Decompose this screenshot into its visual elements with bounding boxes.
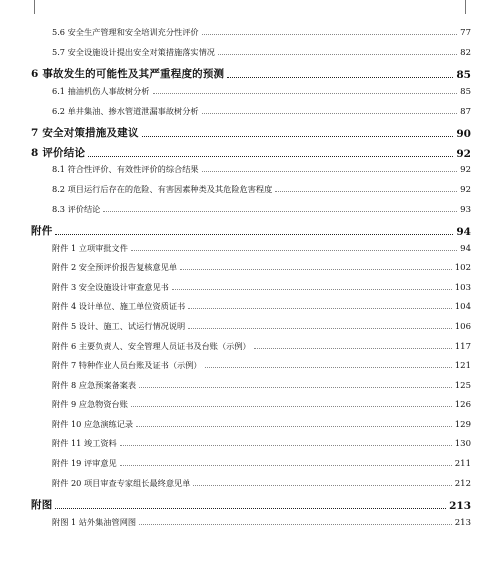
toc-entry-title: 7 安全对策措施及建议 [31,127,139,139]
dot-leader [218,54,457,55]
toc-page-number: 103 [454,283,471,293]
toc-page-number: 117 [454,342,471,352]
toc-page-number: 106 [454,322,471,332]
toc-heading-entry[interactable] [31,145,471,160]
toc-entry-title: 附件 5 设计、施工、试运行情况说明 [52,321,186,331]
toc-heading-entry[interactable] [31,497,471,512]
toc-entry[interactable] [31,47,471,58]
toc-page-number: 104 [454,302,471,312]
toc-entry-title: 附件 11 竣工资料 [52,438,117,448]
toc-entry[interactable] [31,360,471,371]
toc-page-number: 213 [454,518,471,528]
toc-entry[interactable] [31,282,471,293]
dot-leader [275,191,457,192]
toc-entry-title: 附件 1 立项审批文件 [52,243,128,253]
dot-leader [227,77,453,78]
dot-leader [188,328,452,329]
toc-page-number: 90 [456,128,471,140]
dot-leader [88,156,453,157]
toc-entry-title: 5.6 安全生产管理和安全培训充分性评价 [52,27,199,37]
toc-entry-title: 附件 4 设计单位、施工单位资质证书 [52,301,186,311]
toc-heading-entry[interactable] [31,223,471,238]
toc-page-number: 212 [454,479,471,489]
toc-heading-entry[interactable] [31,125,471,140]
toc-entry[interactable] [31,517,471,528]
dot-leader [131,406,452,407]
toc-entry[interactable] [31,243,471,254]
toc-page-number: 94 [456,226,471,238]
toc-page-number: 126 [454,400,471,410]
dot-leader [172,289,452,290]
toc-entry-title: 附件 19 评审意见 [52,458,117,468]
toc-entry[interactable] [31,184,471,195]
dot-leader [103,211,457,212]
toc-page-number: 92 [456,148,471,160]
toc-heading-entry[interactable] [31,66,471,81]
toc-page-number: 93 [460,205,471,215]
toc-entry[interactable] [31,262,471,273]
toc-page-number: 129 [454,420,471,430]
toc-page-number: 121 [454,361,471,371]
toc-entry-title: 8.3 评价结论 [52,204,101,214]
toc-page-number: 92 [460,185,471,195]
toc-entry-title: 附件 6 主要负责人、安全管理人员证书及台账（示例） [52,341,251,351]
dot-leader [202,34,458,35]
toc-entry[interactable] [31,321,471,332]
toc-entry-title: 附件 7 特种作业人员台账及证书（示例） [52,360,202,370]
dot-leader [139,524,452,525]
toc-entry-title: 5.7 安全设施设计提出安全对策措施落实情况 [52,47,215,57]
toc-page-number: 92 [460,165,471,175]
toc-entry-title: 附件 [31,225,53,237]
toc-entry[interactable] [31,341,471,352]
dot-leader [180,269,452,270]
toc-entry-title: 附件 2 安全预评价报告复核意见单 [52,262,178,272]
dot-leader [193,485,451,486]
toc-entry-title: 8.1 符合性评价、有效性评价的综合结果 [52,164,199,174]
toc-entry-title: 6.2 单井集油、掺水管道泄漏事故树分析 [52,106,199,116]
toc-page-number: 77 [460,28,471,38]
toc-entry[interactable] [31,204,471,215]
dot-leader [205,367,452,368]
toc-page-number: 102 [454,263,471,273]
dot-leader [202,113,458,114]
dot-leader [120,465,452,466]
toc-entry-title: 6.1 抽油机伤人事故树分析 [52,86,150,96]
toc-entry[interactable] [31,419,471,430]
toc-entry[interactable] [31,438,471,449]
toc-page-number: 82 [460,48,471,58]
toc-page-number: 85 [456,69,471,81]
dot-leader [142,136,454,137]
toc-entry-title: 附件 8 应急预案备案表 [52,380,137,390]
toc-page-number: 87 [460,107,471,117]
toc-entry-title: 6 事故发生的可能性及其严重程度的预测 [31,68,225,80]
toc-page-number: 211 [454,459,471,469]
toc-page-number: 130 [454,439,471,449]
toc-entry[interactable] [31,478,471,489]
toc-entry-title: 附件 3 安全设施设计审查意见书 [52,282,169,292]
toc-entry[interactable] [31,106,471,117]
toc-entry[interactable] [31,86,471,97]
dot-leader [55,234,453,235]
toc-entry[interactable] [31,164,471,175]
toc-entry-title: 附图 1 站外集油管网图 [52,517,137,527]
dot-leader [136,426,452,427]
page-corner-mark-right [465,0,478,14]
toc-entry-title: 8.2 项目运行后存在的危险、有害因素种类及其危险危害程度 [52,184,273,194]
toc-entry[interactable] [31,380,471,391]
toc-entry[interactable] [31,458,471,469]
toc-page-number: 213 [449,500,471,512]
dot-leader [120,445,452,446]
toc-page-number: 125 [454,381,471,391]
toc-entry[interactable] [31,27,471,38]
toc-entry-title: 附件 10 应急演练记录 [52,419,134,429]
toc-entry[interactable] [31,399,471,410]
toc-entry-title: 附图 [31,499,53,511]
toc-entry-title: 8 评价结论 [31,147,86,159]
dot-leader [153,93,458,94]
toc-entry-title: 附件 9 应急物资台账 [52,399,128,409]
toc-page-number: 94 [460,244,471,254]
page-corner-mark-left [22,0,35,14]
dot-leader [131,250,457,251]
dot-leader [55,508,446,509]
dot-leader [139,387,452,388]
toc-entry-title: 附件 20 项目审查专家组长最终意见单 [52,478,191,488]
dot-leader [188,308,452,309]
toc-page-number: 85 [460,87,471,97]
dot-leader [202,171,458,172]
dot-leader [254,348,452,349]
toc-entry[interactable] [31,301,471,312]
